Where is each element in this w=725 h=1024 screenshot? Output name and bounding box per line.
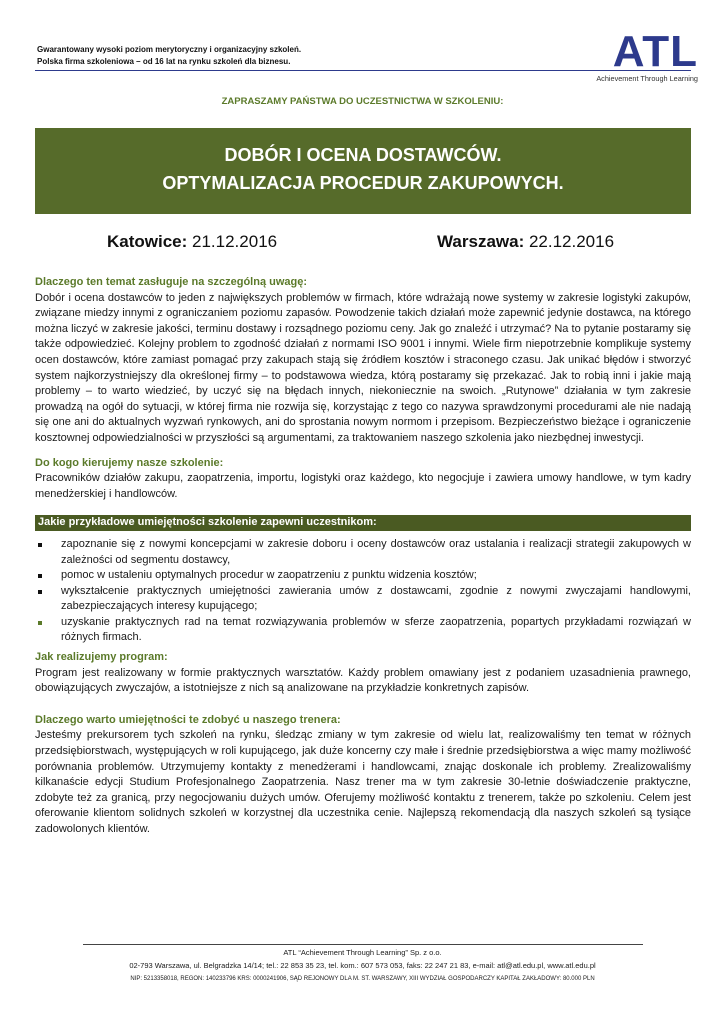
list-item: uzyskanie praktycznych rad na temat rozwiązywania problemów w sferze zaopatrzenia, popartych przykładami rozwiązań w różnych firmach. xyxy=(35,615,691,646)
section-heading-why: Dlaczego ten temat zasługuje na szczególną uwagę: xyxy=(35,276,308,288)
city-date-warszawa: 22.12.2016 xyxy=(524,232,615,251)
section-heading-trainer: Dlaczego warto umiejętności te zdobyć u naszego trenera: xyxy=(35,713,341,726)
city-label-katowice: Katowice: xyxy=(107,232,188,251)
tagline-line-2: Polska firma szkoleniowa – od 16 lat na rynku szkoleń dla biznesu. xyxy=(37,57,291,66)
footer-divider xyxy=(83,944,643,945)
list-item: zapoznanie się z nowymi koncepcjami w zakresie doboru i oceny dostawców oraz ustalania i realizacji strategii zakupowych w zależności od segmentu dostawcy, xyxy=(35,537,691,568)
section-heading-skills: Jakie przykładowe umiejętności szkolenie zapewni uczestnikom: xyxy=(35,515,691,531)
skills-list xyxy=(35,537,691,646)
atl-logo xyxy=(572,27,698,84)
section-text-who: Pracowników działów zakupu, zaopatrzenia, importu, logistyki oraz każdego, kto negocjuje i zawiera umowy handlowe, w tym kadry menedżerskiej i handlowców. xyxy=(35,472,691,500)
date-katowice xyxy=(107,232,277,252)
footer-registry: NIP: 5213358018, REGON: 140233796 KRS: 0000241906, SĄD REJONOWY DLA M. ST. WARSZAWY, XIII WYDZIAŁ GOSPODARCZY KAPITAŁ ZAKŁADOWY: 80.000 PLN xyxy=(130,976,595,982)
list-item: pomoc w ustaleniu optymalnych procedur w zaopatrzeniu z punktu widzenia kosztów; xyxy=(35,568,691,584)
section-text-how: Program jest realizowany w formie praktycznych warsztatów. Każdy problem omawiany jest z podaniem uzasadnienia prawnego, obowiązujących zwyczajów, a istotniejsze z nich są analizowane na przykładzie konkretnych zapisów. xyxy=(35,666,691,695)
footer-contact: 02-793 Warszawa, ul. Belgradzka 14/14; tel.: 22 853 35 23, tel. kom.: 607 573 053, faks: 22 247 21 83, e-mail: atl@atl.edu.pl, www.atl.edu.pl xyxy=(129,961,596,970)
city-label-warszawa: Warszawa: xyxy=(437,232,525,251)
bullet-icon xyxy=(38,574,42,578)
course-title-banner xyxy=(35,128,691,214)
logo-subtitle: Achievement Through Learning xyxy=(596,74,698,83)
footer-company: ATL “Achievement Through Learning” Sp. z o.o. xyxy=(283,948,442,957)
logo-mark: ATL xyxy=(612,27,698,76)
section-text-trainer: Jesteśmy prekursorem tych szkoleń na rynku, śledząc zmiany w tym zakresie od wielu lat, realizowaliśmy ten temat w różnych przedsiębiorstwach, występujących w roli kupującego, jak duże koncerny czy małe i średnie przedsiębiorstwa a więc mamy możliwość porównania problemów. Utrzymujemy kontakty z menedżerami i handlowcami, znając doskonale ich problemy. Zrealizowaliśmy kilkanaście edycji Studium Profesjonalnego Zaopatrzenia. Nasz trener ma w tym zakresie 30-letnie doświadczenie praktyczne, zdobyte też za granicą, przy negocjowaniu dużych umów. Oferujemy możliwość kontaktu z trenerem, także po szkoleniu. Celem jest oferowanie klientom solidnych szkoleń w korzystnej dla uczestnika cenie. Najlepszą rekomendacją dla naszych szkoleń są tysiące zadowolonych klientów. xyxy=(35,729,691,835)
section-heading-how: Jak realizujemy program: xyxy=(35,651,168,664)
bullet-icon xyxy=(38,621,42,625)
main-content xyxy=(35,275,691,838)
bullet-icon xyxy=(38,590,42,594)
invitation-text: ZAPRASZAMY PAŃSTWA DO UCZESTNICTWA W SZKOLENIU: xyxy=(221,96,504,107)
tagline-line-1: Gwarantowany wysoki poziom merytoryczny i organizacyjny szkoleń. xyxy=(37,45,302,54)
city-date-katowice: 21.12.2016 xyxy=(187,232,278,251)
date-warszawa xyxy=(437,232,614,252)
course-title-line-2: OPTYMALIZACJA PROCEDUR ZAKUPOWYCH. xyxy=(162,173,564,193)
header-divider xyxy=(35,70,691,71)
header-tagline xyxy=(37,44,301,68)
section-text-why: Dobór i ocena dostawców to jeden z największych problemów w firmach, które wdrażają nowe systemy w zakresie logistyki zakupów, związane miedzy innymi z ograniczaniem poziomu zapasów. Powodzenie takich działań może zapewnić jedynie dostawca, na którego można liczyć w zakresie jakości, terminu dostawy i rozsądnego poziomu ceny. Jak go znaleźć i utrzymać? Na to pytanie postaramy się także odpowiedzieć. Kolejny problem to zgodność działań z normami ISO 9001 i innymi. Wiele firm niepotrzebnie komplikuje systemy ocen dostawców, które zamiast pomagać przy zakupach stają się źródłem kosztów i straconego czasu. Jak unikać błędów i stworzyć system najkorzystniejszy dla określonej firmy – to podstawowa wiedza, którą postaramy się przekazać. Jak to robią inni i jakie mają problemy – to warto wiedzieć, by uczyć się na błędach innych, niekoniecznie na swoich. „Rutynowe” działania w tym zakresie prowadzą na ogół do sytuacji, w której firma nie rozwija się, korzystając z tego co nazywa sprawdzonymi procedurami ale nie nadają się one ani do aktualnych wyzwań rynkowych, ani do sprostania nowym normom i przepisom. Bezpieczeństwo bieżące i ograniczenie kosztownej odpowiedzialności w przyszłości są argumentami, za traktowaniem naszego szkolenia jako niezbędnej inwestycji. xyxy=(35,291,691,444)
course-title-line-1: DOBÓR I OCENA DOSTAWCÓW. xyxy=(224,145,502,165)
bullet-icon xyxy=(38,543,42,547)
list-item: wykształcenie praktycznych umiejętności zawierania umów z dostawcami, zgodnie z nowymi zwyczajami handlowymi, zabezpieczających interesy kupującego; xyxy=(35,584,691,615)
section-heading-who: Do kogo kierujemy nasze szkolenie: xyxy=(35,456,224,469)
